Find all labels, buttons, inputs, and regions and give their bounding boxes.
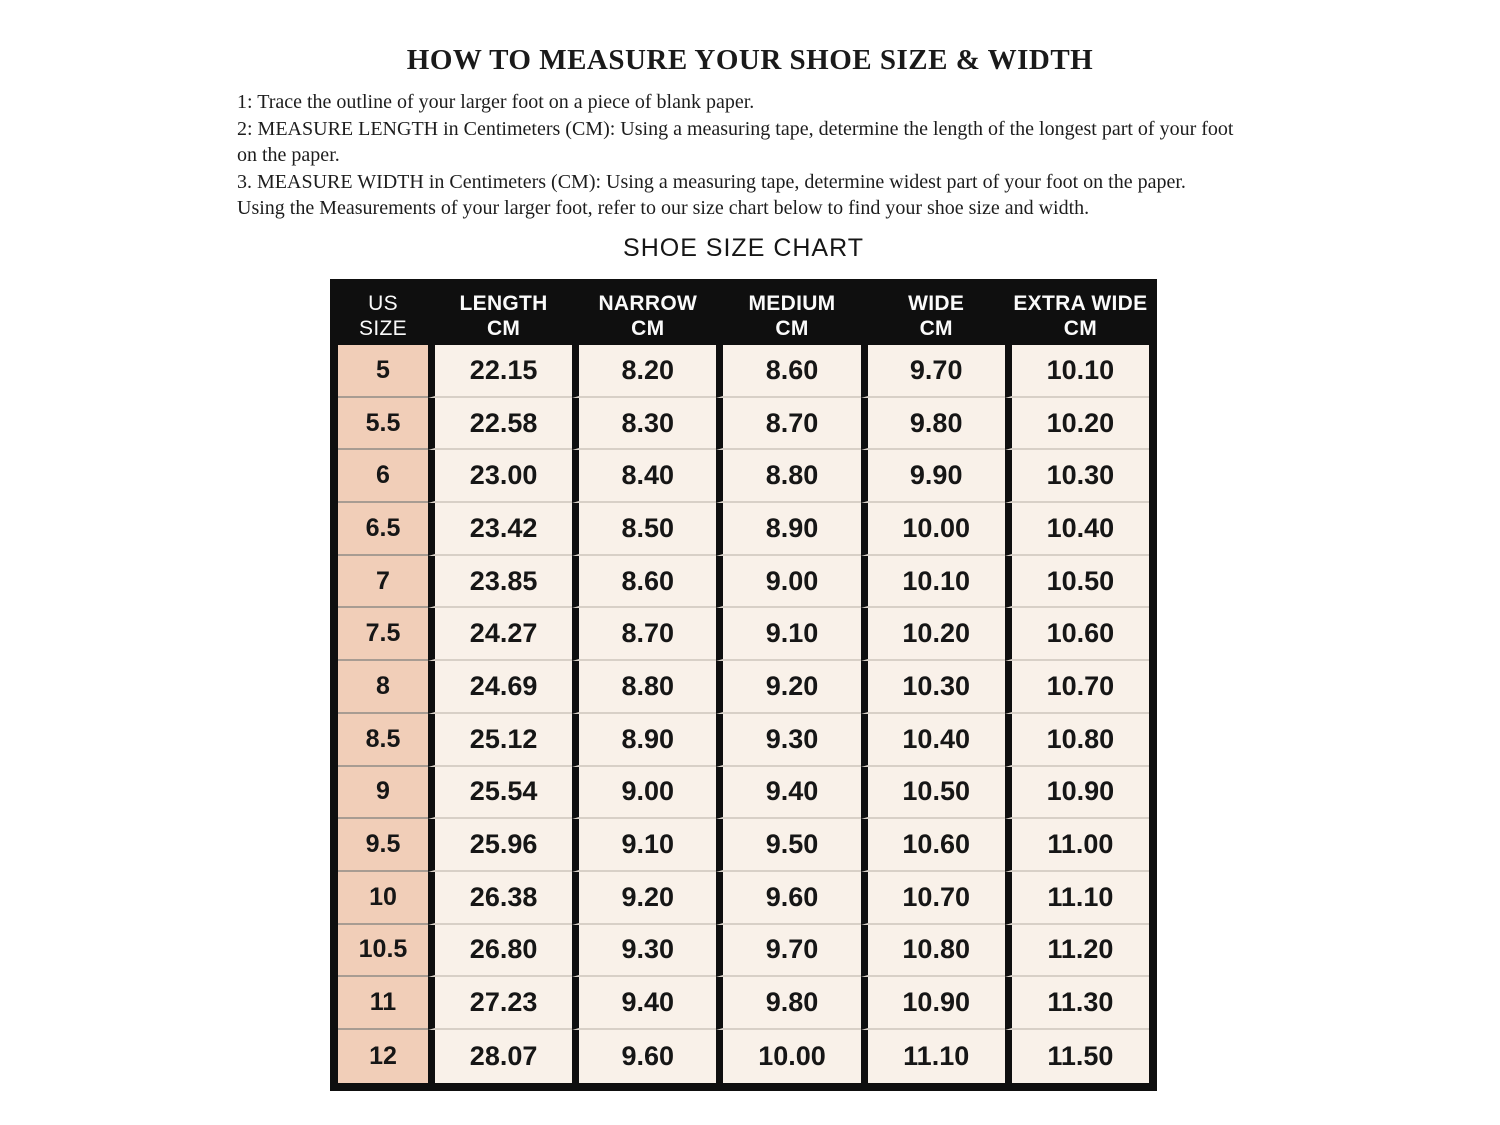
header-line: CM [919, 317, 953, 340]
narrow-cell: 9.40 [572, 977, 716, 1030]
medium-cell: 8.60 [716, 345, 860, 398]
extra-wide-cell: 10.10 [1005, 345, 1149, 398]
header-line: US [368, 292, 398, 315]
wide-cell: 10.90 [861, 977, 1005, 1030]
table-row [338, 714, 1149, 767]
extra-wide-cell: 11.20 [1005, 925, 1149, 978]
wide-cell: 9.80 [861, 398, 1005, 451]
table-row [338, 450, 1149, 503]
us-size-cell: 10.5 [338, 925, 428, 978]
us-size-cell: 6.5 [338, 503, 428, 556]
length-cell: 28.07 [428, 1030, 572, 1083]
extra-wide-cell: 10.80 [1005, 714, 1149, 767]
medium-cell: 9.70 [716, 925, 860, 978]
extra-wide-cell: 10.70 [1005, 661, 1149, 714]
header-line: LENGTH [459, 292, 548, 315]
chart-title: SHOE SIZE CHART [623, 234, 864, 262]
narrow-cell: 8.70 [572, 608, 716, 661]
length-cell: 25.54 [428, 767, 572, 820]
table-row [338, 608, 1149, 661]
header-cell-wide [861, 291, 1005, 341]
extra-wide-cell: 10.30 [1005, 450, 1149, 503]
wide-cell: 10.20 [861, 608, 1005, 661]
table-row [338, 661, 1149, 714]
extra-wide-cell: 11.00 [1005, 819, 1149, 872]
table-row [338, 398, 1149, 451]
wide-cell: 9.90 [861, 450, 1005, 503]
header-cell-medium [716, 291, 860, 341]
wide-cell: 10.80 [861, 925, 1005, 978]
instruction-line: 2: MEASURE LENGTH in Centimeters (CM): Using a measuring tape, determine the length of the longest part of your foot [237, 117, 1234, 140]
table-header-row [338, 287, 1149, 345]
wide-cell: 10.30 [861, 661, 1005, 714]
header-line: CM [486, 317, 521, 340]
length-cell: 27.23 [428, 977, 572, 1030]
medium-cell: 9.40 [716, 767, 860, 820]
header-cell-us-size [338, 291, 428, 341]
instruction-line: 3. MEASURE WIDTH in Centimeters (CM): Using a measuring tape, determine widest part of your foot on the paper. [237, 170, 1186, 193]
medium-cell: 8.90 [716, 503, 860, 556]
table-row [338, 556, 1149, 609]
header-line: NARROW [598, 292, 698, 315]
header-line: CM [1063, 317, 1098, 340]
us-size-cell: 7.5 [338, 608, 428, 661]
us-size-cell: 10 [338, 872, 428, 925]
medium-cell: 8.80 [716, 450, 860, 503]
us-size-cell: 5 [338, 345, 428, 398]
extra-wide-cell: 10.60 [1005, 608, 1149, 661]
extra-wide-cell: 11.30 [1005, 977, 1149, 1030]
table-body [338, 345, 1149, 1083]
wide-cell: 10.40 [861, 714, 1005, 767]
narrow-cell: 8.60 [572, 556, 716, 609]
wide-cell: 9.70 [861, 345, 1005, 398]
extra-wide-cell: 10.90 [1005, 767, 1149, 820]
us-size-cell: 9.5 [338, 819, 428, 872]
header-cell-extra-wide [1005, 291, 1149, 341]
extra-wide-cell: 10.50 [1005, 556, 1149, 609]
table-row [338, 977, 1149, 1030]
table-row [338, 925, 1149, 978]
us-size-cell: 11 [338, 977, 428, 1030]
header-line: CM [775, 317, 809, 340]
length-cell: 23.00 [428, 450, 572, 503]
us-size-cell: 8 [338, 661, 428, 714]
narrow-cell: 9.60 [572, 1030, 716, 1083]
instructions-block [237, 89, 1233, 222]
wide-cell: 10.00 [861, 503, 1005, 556]
instruction-line: on the paper. [237, 144, 340, 166]
table-row [338, 819, 1149, 872]
narrow-cell: 8.50 [572, 503, 716, 556]
narrow-cell: 8.30 [572, 398, 716, 451]
length-cell: 26.80 [428, 925, 572, 978]
wide-cell: 10.50 [861, 767, 1005, 820]
table-row [338, 872, 1149, 925]
length-cell: 23.85 [428, 556, 572, 609]
length-cell: 22.58 [428, 398, 572, 451]
header-line: CM [631, 317, 665, 340]
medium-cell: 9.00 [716, 556, 860, 609]
length-cell: 25.96 [428, 819, 572, 872]
medium-cell: 10.00 [716, 1030, 860, 1083]
header-line: MEDIUM [748, 292, 836, 315]
table-row [338, 767, 1149, 820]
length-cell: 25.12 [428, 714, 572, 767]
wide-cell: 10.70 [861, 872, 1005, 925]
header-line: WIDE [908, 292, 965, 315]
us-size-cell: 9 [338, 767, 428, 820]
table-row [338, 1030, 1149, 1083]
narrow-cell: 8.90 [572, 714, 716, 767]
length-cell: 26.38 [428, 872, 572, 925]
us-size-cell: 8.5 [338, 714, 428, 767]
length-cell: 24.69 [428, 661, 572, 714]
medium-cell: 9.50 [716, 819, 860, 872]
us-size-cell: 12 [338, 1030, 428, 1083]
wide-cell: 10.10 [861, 556, 1005, 609]
instruction-line: Using the Measurements of your larger foot, refer to our size chart below to find your shoe size and width. [237, 197, 1090, 219]
length-cell: 22.15 [428, 345, 572, 398]
narrow-cell: 8.20 [572, 345, 716, 398]
extra-wide-cell: 11.50 [1005, 1030, 1149, 1083]
header-cell-length [428, 291, 572, 341]
header-line: EXTRA WIDE [1013, 292, 1148, 315]
table-row [338, 345, 1149, 398]
medium-cell: 9.80 [716, 977, 860, 1030]
extra-wide-cell: 11.10 [1005, 872, 1149, 925]
us-size-cell: 6 [338, 450, 428, 503]
header-cell-narrow [572, 291, 716, 341]
narrow-cell: 9.20 [572, 872, 716, 925]
us-size-cell: 7 [338, 556, 428, 609]
length-cell: 24.27 [428, 608, 572, 661]
header-line: SIZE [359, 317, 407, 340]
extra-wide-cell: 10.20 [1005, 398, 1149, 451]
size-table [330, 279, 1157, 1091]
narrow-cell: 9.30 [572, 925, 716, 978]
medium-cell: 9.10 [716, 608, 860, 661]
narrow-cell: 8.80 [572, 661, 716, 714]
wide-cell: 10.60 [861, 819, 1005, 872]
length-cell: 23.42 [428, 503, 572, 556]
medium-cell: 9.20 [716, 661, 860, 714]
medium-cell: 8.70 [716, 398, 860, 451]
instruction-line: 1: Trace the outline of your larger foot on a piece of blank paper. [237, 91, 755, 113]
wide-cell: 11.10 [861, 1030, 1005, 1083]
narrow-cell: 8.40 [572, 450, 716, 503]
narrow-cell: 9.10 [572, 819, 716, 872]
medium-cell: 9.30 [716, 714, 860, 767]
narrow-cell: 9.00 [572, 767, 716, 820]
us-size-cell: 5.5 [338, 398, 428, 451]
medium-cell: 9.60 [716, 872, 860, 925]
extra-wide-cell: 10.40 [1005, 503, 1149, 556]
table-row [338, 503, 1149, 556]
page-title: HOW TO MEASURE YOUR SHOE SIZE & WIDTH [406, 44, 1094, 76]
